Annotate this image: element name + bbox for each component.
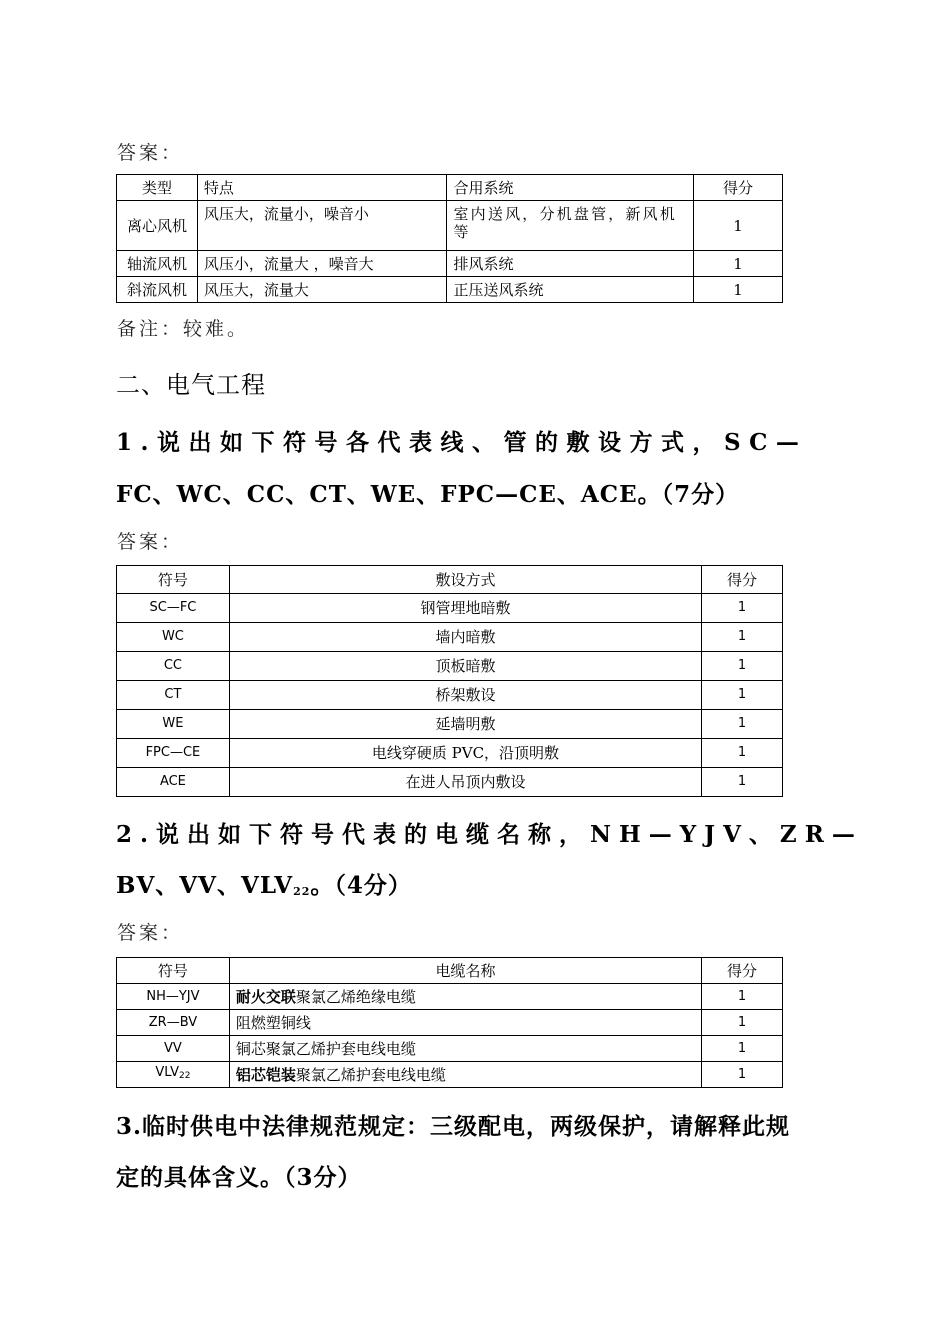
cable-name: 铜芯聚氯乙烯护套电线电缆	[235, 1039, 416, 1058]
table-row	[117, 768, 783, 797]
question-1-line-2: FC、WC、CC、CT、WE、FPC—CE、ACE。（7分）	[116, 481, 740, 508]
q2-line2-post: 。（4分）	[310, 872, 412, 899]
cable-symbol: VLV	[155, 1065, 180, 1080]
cable-name: 聚氯乙烯绝缘电缆	[295, 987, 416, 1006]
header-cell: 电缆名称	[229, 958, 701, 984]
table-row	[117, 201, 783, 251]
cable-symbol: NH—YJV	[146, 988, 200, 1004]
table-cell	[229, 1062, 701, 1088]
table-row	[117, 251, 783, 277]
remark-text: 备注：较难。	[117, 318, 250, 340]
table-cell: ACE	[117, 768, 230, 797]
header-cell: 符号	[117, 958, 230, 984]
table-cell: 1	[702, 681, 783, 710]
table-cell: 斜流风机	[117, 277, 198, 303]
q2-line2-sub: 22	[293, 885, 311, 898]
header-cell: 符号	[117, 566, 230, 594]
table-row	[117, 681, 783, 710]
header-cell: 得分	[702, 566, 783, 594]
table-cell	[117, 1036, 230, 1062]
table-cell: 轴流风机	[117, 251, 198, 277]
cable-symbol-subscript: 22	[179, 1071, 191, 1081]
table-cell: 1	[694, 251, 783, 277]
table-cell: 风压小，流量大 ，噪音大	[197, 251, 447, 277]
table-cell: CC	[117, 652, 230, 681]
table-cell: SC—FC	[117, 594, 230, 623]
answer-label: 答案：	[117, 142, 184, 164]
cable-name-emphasis: 铝芯铠装	[235, 1065, 296, 1084]
laying-method-table	[116, 565, 783, 797]
table-cell: 正压送风系统	[447, 277, 694, 303]
table-row	[117, 984, 783, 1010]
table-cell: 延墙明敷	[229, 710, 701, 739]
header-cell: 特点	[197, 175, 447, 201]
question-3-line-1: 3.临时供电中法律规范规定：三级配电，两级保护，请解释此规	[116, 1113, 791, 1140]
table-cell	[117, 1010, 230, 1036]
table-header-row	[117, 566, 783, 594]
table-cell: 1	[702, 652, 783, 681]
table-cell: 1	[702, 739, 783, 768]
table-cell: WE	[117, 710, 230, 739]
fan-type-table	[116, 174, 783, 303]
table-row	[117, 1036, 783, 1062]
table-cell: 风压大，流量大	[197, 277, 447, 303]
table-row	[117, 710, 783, 739]
question-1-line-1: 1.说出如下符号各代表线、管的敷设方式，SC—	[116, 429, 808, 456]
table-cell	[229, 1010, 701, 1036]
cable-name-emphasis: 耐火交联	[235, 987, 296, 1006]
table-cell	[229, 1036, 701, 1062]
header-cell: 得分	[694, 175, 783, 201]
table-cell	[117, 984, 230, 1010]
cable-name: 阻燃塑铜线	[235, 1013, 311, 1032]
table-row	[117, 1062, 783, 1088]
table-cell: 1	[702, 1062, 783, 1088]
table-cell: 电线穿硬质 PVC，沿顶明敷	[229, 739, 701, 768]
table-cell: FPC—CE	[117, 739, 230, 768]
header-cell: 得分	[702, 958, 783, 984]
cable-name: 聚氯乙烯护套电线电缆	[295, 1065, 446, 1084]
q2-line2-pre: BV、VV、VLV	[116, 872, 294, 899]
table-cell: 1	[702, 594, 783, 623]
table-cell: 1	[694, 277, 783, 303]
table-cell: 顶板暗敷	[229, 652, 701, 681]
table-cell: 1	[702, 1036, 783, 1062]
table-row	[117, 594, 783, 623]
table-cell: 墙内暗敷	[229, 623, 701, 652]
answer-label: 答案：	[117, 531, 184, 553]
table-cell: 钢管埋地暗敷	[229, 594, 701, 623]
header-cell: 敷设方式	[229, 566, 701, 594]
cable-name-table	[116, 957, 783, 1088]
table-cell: 1	[702, 984, 783, 1010]
header-cell: 合用系统	[447, 175, 694, 201]
table-cell	[229, 984, 701, 1010]
table-cell: WC	[117, 623, 230, 652]
section-title: 二、电气工程	[116, 371, 266, 399]
table-header-row	[117, 958, 783, 984]
table-row	[117, 623, 783, 652]
table-cell: 室内送风，分机盘管，新风机等	[447, 201, 694, 251]
question-3-line-2: 定的具体含义。（3分）	[116, 1164, 362, 1191]
table-cell: 1	[702, 768, 783, 797]
table-header-row	[117, 175, 783, 201]
table-row	[117, 739, 783, 768]
table-row	[117, 277, 783, 303]
table-cell: 1	[702, 623, 783, 652]
table-cell: 排风系统	[447, 251, 694, 277]
table-row	[117, 652, 783, 681]
cable-symbol: VV	[164, 1040, 182, 1056]
question-2-line-1: 2.说出如下符号代表的电缆名称，NH—YJV、ZR—	[116, 821, 863, 848]
table-cell: 1	[702, 710, 783, 739]
answer-label: 答案：	[117, 922, 184, 944]
table-cell: 在进人吊顶内敷设	[229, 768, 701, 797]
header-cell: 类型	[117, 175, 198, 201]
cable-symbol: ZR—BV	[148, 1014, 198, 1030]
table-cell: CT	[117, 681, 230, 710]
table-cell: 离心风机	[117, 201, 198, 251]
table-row	[117, 1010, 783, 1036]
table-cell: 1	[702, 1010, 783, 1036]
table-cell	[117, 1062, 230, 1088]
table-cell: 1	[694, 201, 783, 251]
table-cell: 风压大，流量小，噪音小	[197, 201, 447, 251]
table-cell: 桥架敷设	[229, 681, 701, 710]
question-2-line-2	[116, 867, 412, 900]
